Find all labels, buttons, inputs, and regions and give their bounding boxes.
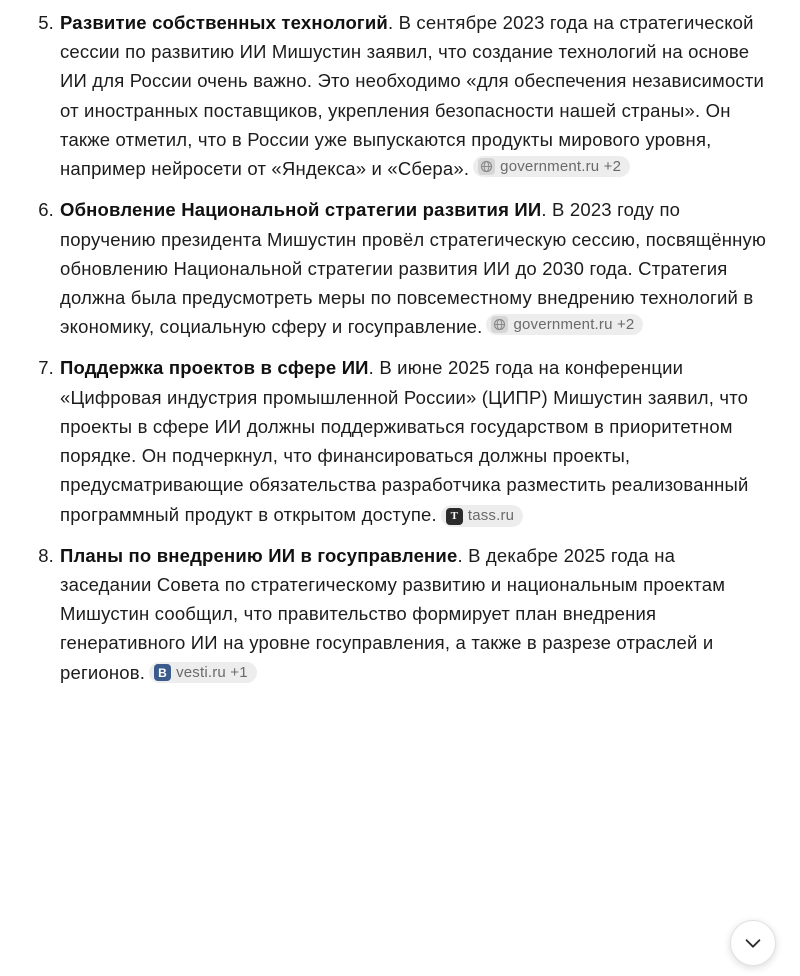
vesti-icon: В (154, 664, 171, 681)
list-item (24, 541, 770, 687)
globe-icon (491, 316, 508, 333)
citation-chip[interactable] (473, 156, 630, 178)
numbered-answer-list (24, 8, 770, 687)
list-item-body: . В июне 2025 года на конференции «Цифровая индустрия промышленной России» (ЦИПР) Мишустин заявил, что проекты в сфере ИИ должны поддерживаться государством в приоритетном порядке. Он подчеркнул, что финансироваться должны проекты, предусматривающие обязательства разработчика разместить реализованный программный продукт в открытом доступе. (60, 357, 749, 525)
scroll-down-button[interactable] (730, 920, 776, 966)
citation-chip[interactable] (149, 662, 257, 684)
citation-label: government.ru +2 (513, 315, 635, 333)
citation-label: vesti.ru +1 (176, 663, 248, 681)
list-item (24, 353, 770, 528)
tass-icon: T (446, 508, 463, 525)
list-item-body: . В 2023 году по поручению президента Мишустин провёл стратегическую сессию, посвящённую обновлению Национальной стратегии развития ИИ до 2030 года. Стратегия должна была предусмотреть меры по повсеместному внедрению технологий в экономику, социальную сферу и госуправление. (60, 199, 767, 338)
citation-label: government.ru +2 (500, 157, 622, 175)
list-item-title: Развитие собственных технологий (60, 12, 388, 33)
list-item-title: Поддержка проектов в сфере ИИ (60, 357, 369, 379)
citation-label: tass.ru (467, 507, 515, 525)
list-item (24, 195, 770, 341)
citation-chip[interactable] (441, 505, 523, 527)
chevron-down-icon (742, 932, 764, 954)
list-item (24, 8, 770, 183)
list-item-title: Обновление Национальной стратегии развития ИИ (60, 199, 542, 221)
list-item-title: Планы по внедрению ИИ в госуправление (60, 544, 458, 566)
citation-chip[interactable] (486, 314, 643, 336)
list-item-body: . В декабре 2025 года на заседании Совета по стратегическому развитию и национальным проектам Мишустин сообщил, что правительство формирует план внедрения генеративного ИИ на уровне госуправления, а также в разрезе отраслей и регионов. (60, 544, 726, 683)
globe-icon (478, 158, 495, 175)
list-item-body: . В сентябре 2023 года на стратегической сессии по развитию ИИ Мишустин заявил, что создание технологий на основе ИИ для России очень важно. Это необходимо «для обеспечения независимости от иностранных поставщиков, укрепления безопасности нашей страны». Он также отметил, что в России уже выпускаются продукты мирового уровня, например нейросети от «Яндекса» и «Сбера». (60, 12, 765, 180)
